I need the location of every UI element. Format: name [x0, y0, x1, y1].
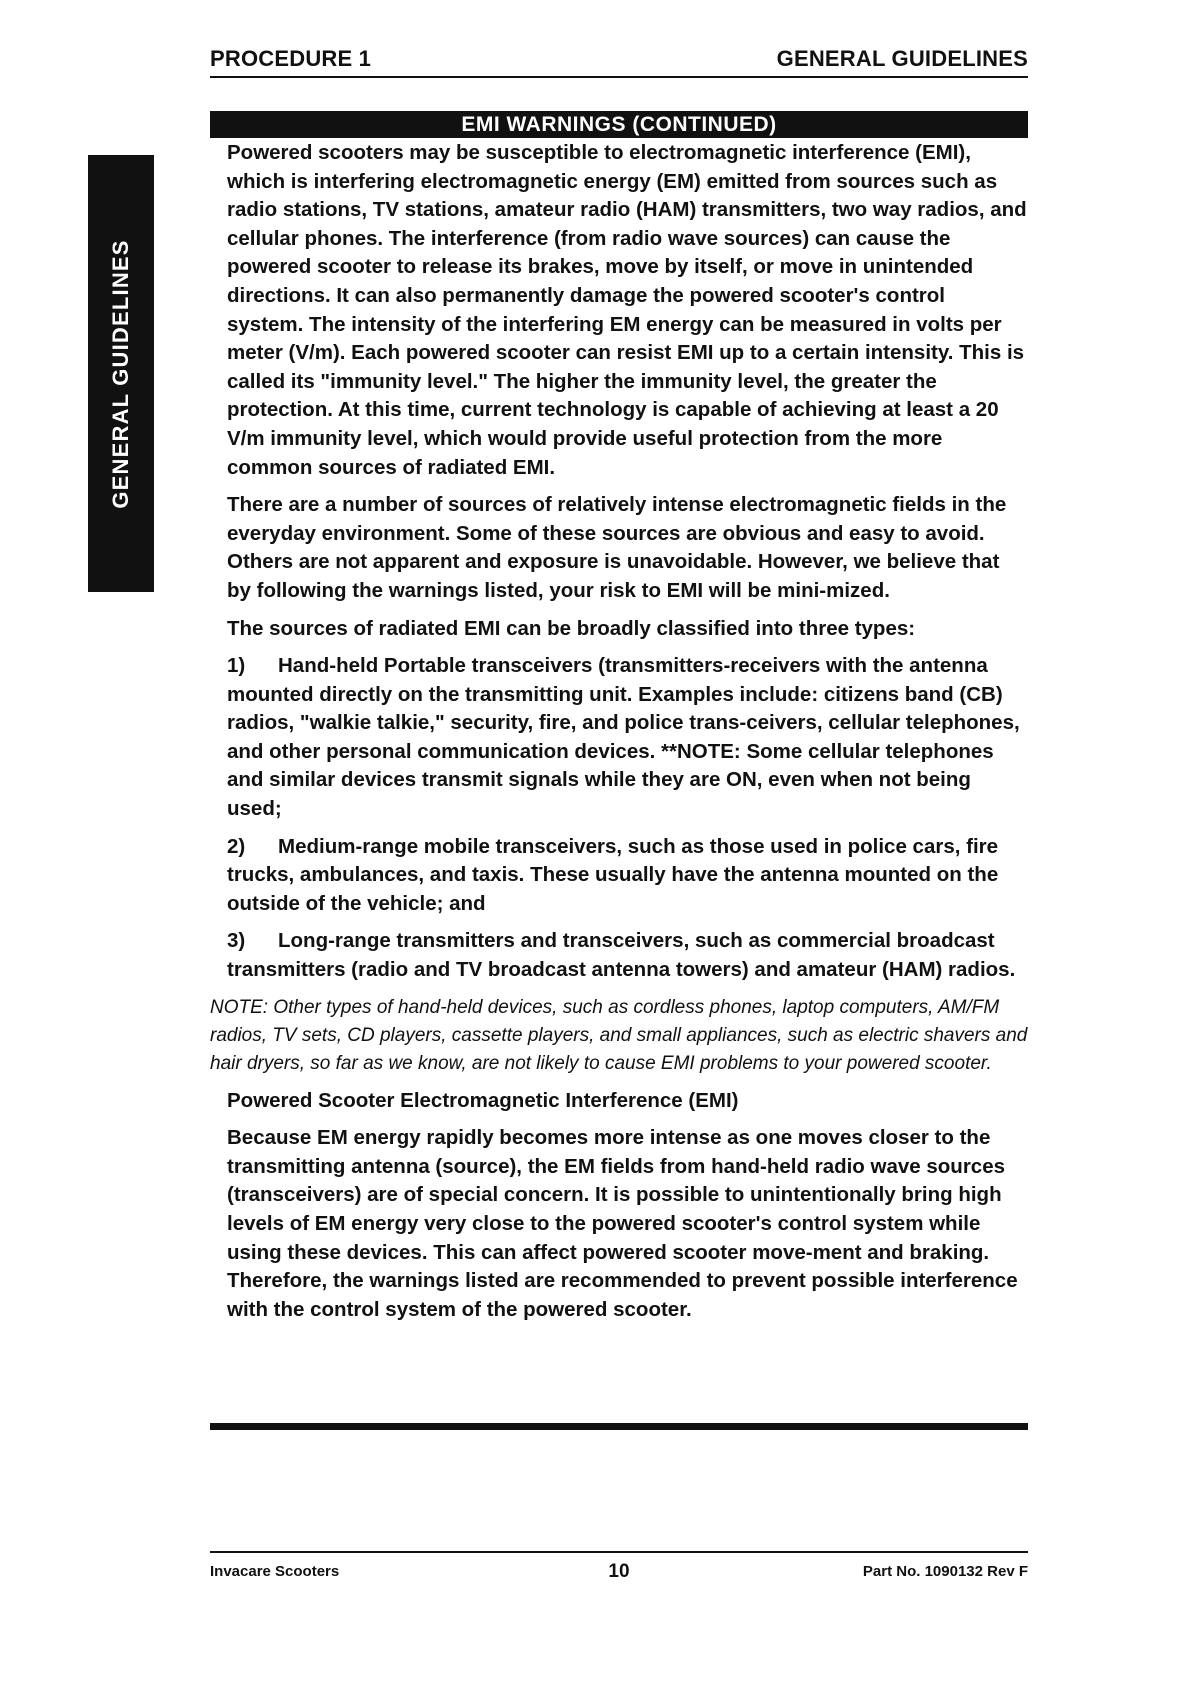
header-procedure: PROCEDURE 1 — [210, 46, 372, 71]
page-number: 10 — [608, 1561, 630, 1582]
list-item — [227, 652, 1027, 824]
page-header — [210, 44, 1028, 78]
note-paragraph: NOTE: Other types of hand-held devices, such as cordless phones, laptop computers, AM/FM radios, TV sets, CD players, cassette players, and small appliances, such as electric shavers and hair dryers, so far as we know, are not likely to cause EMI problems to your powered scooter. — [210, 996, 1028, 1074]
header-section-title: GENERAL GUIDELINES — [776, 46, 1028, 71]
section-banner: EMI WARNINGS (CONTINUED) — [210, 111, 1028, 138]
list-item-text: Long-range transmitters and transceivers, such as commercial broadcast transmitters (radio and TV broadcast antenna towers) and amateur (HAM) radios. — [227, 929, 1016, 982]
side-section-tab — [88, 155, 154, 592]
paragraph-emi-intro: Powered scooters may be susceptible to electromagnetic interference (EMI), which is interfering electromagnetic energy (EM) emitted from sources such as radio stations, TV stations, amateur radio (HAM) transmitters, two way radios, and cellular phones. The interference (from radio wave sources) can cause the powered scooter to release its brakes, move by itself, or move in unintended directions. It can also permanently damage the powered scooter's control system. The intensity of the interfering EM energy can be measured in volts per meter (V/m). Each powered scooter can resist EMI up to a certain intensity. This is called its "immunity level." The higher the immunity level, the greater the protection. At this time, current technology is capable of achieving at least a 20 V/m immunity level, which would provide useful protection from the more common sources of radiated EMI. — [227, 141, 1027, 479]
footer-part-number: Part No. 1090132 Rev F — [862, 1563, 1028, 1580]
list-item-text: Medium-range mobile transceivers, such as those used in police cars, fire trucks, ambulances, and taxis. These usually have the antenna mounted on the outside of the vehicle; and — [227, 834, 999, 915]
list-item-text: Hand-held Portable transceivers (transmitters-receivers with the antenna mounted directly on the transmitting unit. Examples include: citizens band (CB) radios, "walkie talkie," security, fire, and police trans-ceivers, cellular telephones, and other personal communication devices. **NOTE: Some cellular telephones and similar devices transmit signals while they are ON, even when not being used; — [227, 654, 1020, 821]
list-item-number: 1) — [227, 654, 246, 678]
subheading: Powered Scooter Electromagnetic Interference (EMI) — [227, 1088, 739, 1112]
list-item — [227, 833, 1027, 919]
side-tab-label: GENERAL GUIDELINES — [108, 238, 133, 509]
paragraph-em-energy: Because EM energy rapidly becomes more intense as one moves closer to the transmitting antenna (source), the EM fields from hand-held radio wave sources (transceivers) are of special concern. It is possible to unintentionally bring high levels of EM energy very close to the powered scooter's control system while using these devices. This can affect powered scooter move-ment and braking. Therefore, the warnings listed are recommended to prevent possible interference with the control system of the powered scooter. — [227, 1126, 1018, 1321]
list-item-number: 3) — [227, 929, 246, 953]
list-item-number: 2) — [227, 834, 246, 858]
paragraph-classification: The sources of radiated EMI can be broadly classified into three types: — [227, 616, 916, 640]
footer-brand: Invacare Scooters — [210, 1563, 340, 1580]
paragraph-sources: There are a number of sources of relatively intense electromagnetic fields in the everyday environment. Some of these sources are obvious and easy to avoid. Others are not apparent and exposure is unavoidable. However, we believe that by following the warnings listed, your risk to EMI will be mini-mized. — [227, 493, 1007, 602]
page-footer — [210, 1551, 1028, 1580]
main-content — [210, 139, 1028, 1333]
section-end-rule — [210, 1423, 1028, 1430]
list-item — [227, 927, 1027, 984]
